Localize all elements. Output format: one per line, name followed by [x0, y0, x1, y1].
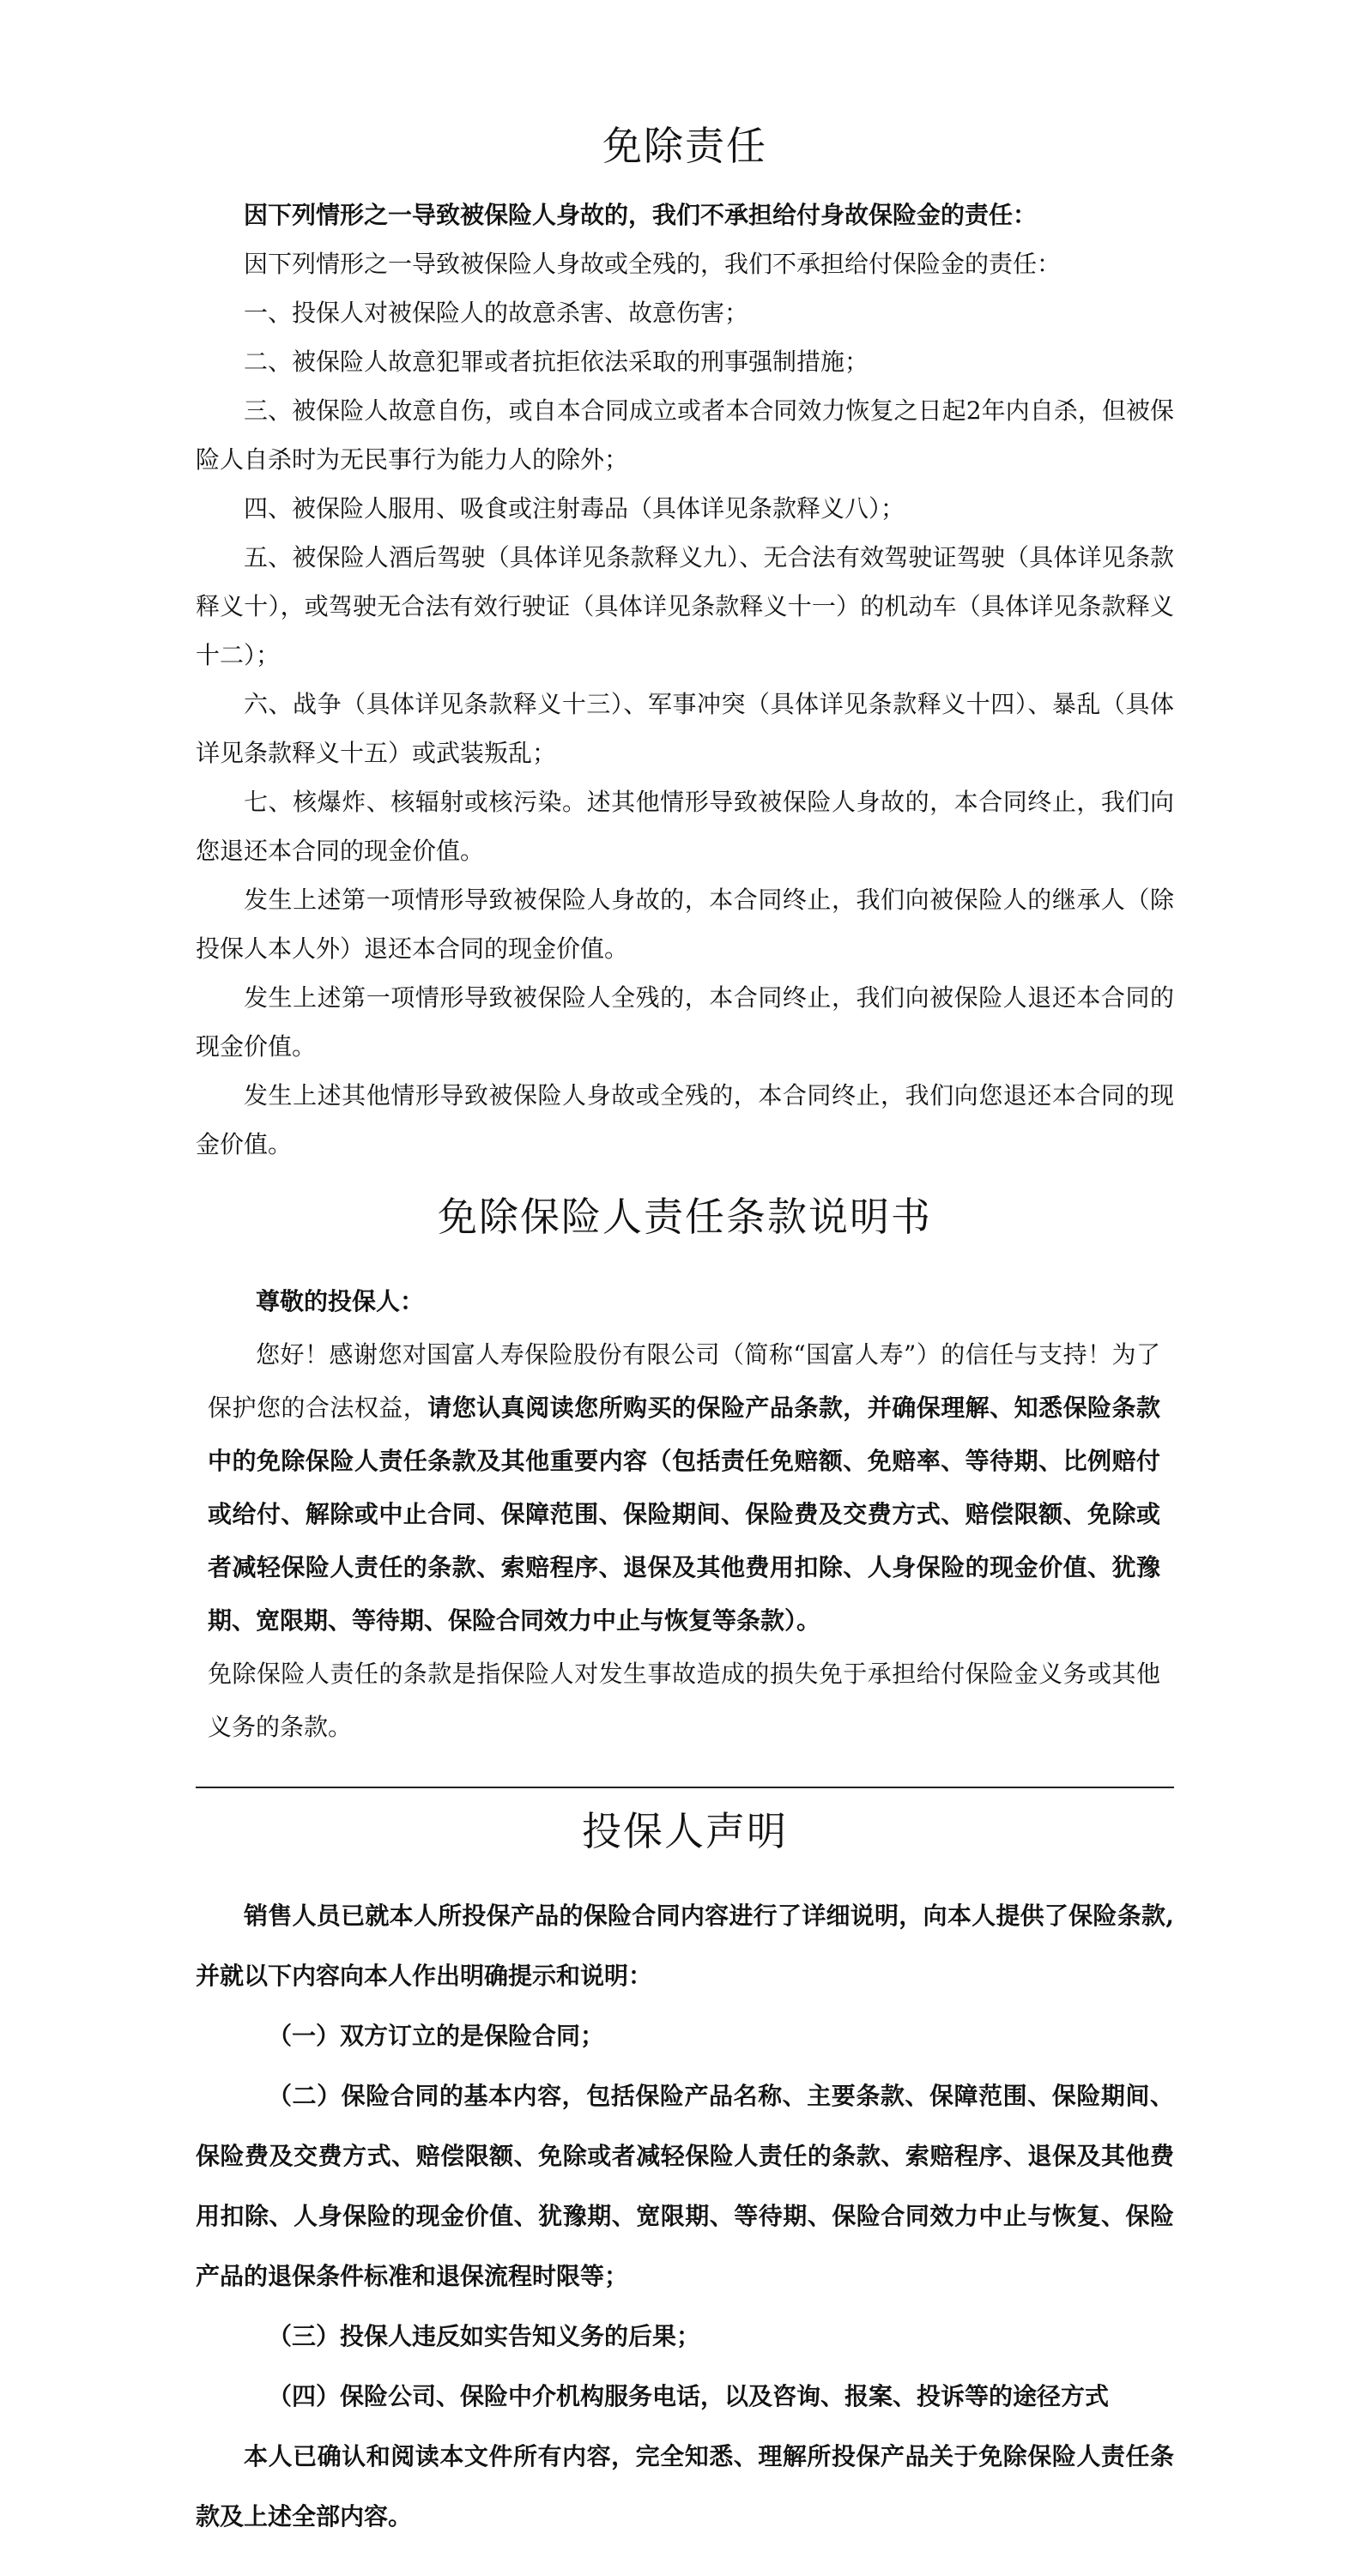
section-divider — [196, 1787, 1174, 1788]
declaration-title: 投保人声明 — [582, 1808, 788, 1854]
exclusion-item-7: 七、核爆炸、核辐射或核污染。述其他情形导致被保险人身故的，本合同终止，我们向您退还本合同的现金价值。 — [196, 788, 1174, 865]
exemption-notice-section — [196, 1191, 1174, 1754]
exemption-notice-body — [196, 1275, 1174, 1754]
exclusions-title: 免除责任 — [602, 123, 767, 169]
declaration-intro: 销售人员已就本人所投保产品的保险合同内容进行了详细说明，向本人提供了保险条款,并就以下内容向本人作出明确提示和说明： — [196, 1902, 1174, 1990]
exclusion-item-6: 六、战争（具体详见条款释义十三）、军事冲突（具体详见条款释义十四）、暴乱（具体详见条款释义十五）或武装叛乱； — [196, 690, 1174, 767]
declaration-item-4: （四）保险公司、保险中介机构服务电话，以及咨询、报案、投诉等的途径方式 — [268, 2382, 1110, 2410]
exclusion-item-3: 三、被保险人故意自伤，或自本合同成立或者本合同效力恢复之日起2年内自杀，但被保险人自杀时为无民事行为能力人的除外； — [196, 396, 1174, 474]
exclusion-item-5: 五、被保险人酒后驾驶（具体详见条款释义九）、无合法有效驾驶证驾驶（具体详见条款释义十），或驾驶无合法有效行驶证（具体详见条款释义十一）的机动车（具体详见条款释义十二）； — [196, 543, 1174, 669]
notice-paragraph-bold: 请您认真阅读您所购买的保险产品条款，并确保理解、知悉保险条款中的免除保险人责任条款及其他重要内容（包括责任免赔额、免赔率、等待期、比例赔付或给付、解除或中止合同、保障范围、保险期间、保险费及交费方式、赔偿限额、免除或者减轻保险人责任的条款、索赔程序、退保及其他费用扣除、人身保险的现金价值、犹豫期、宽限期、等待期、保险合同效力中止与恢复等条款）。 — [208, 1394, 1160, 1635]
declaration-confirmation: 本人已确认和阅读本文件所有内容，完全知悉、理解所投保产品关于免除保险人责任条款及上述全部内容。 — [196, 2442, 1174, 2531]
exclusion-consequence-2: 发生上述第一项情形导致被保险人全残的，本合同终止，我们向被保险人退还本合同的现金价值。 — [196, 983, 1174, 1061]
exclusion-consequence-1: 发生上述第一项情形导致被保险人身故的，本合同终止，我们向被保险人的继承人（除投保人本人外）退还本合同的现金价值。 — [196, 886, 1174, 963]
notice-paragraph — [208, 1328, 1160, 1648]
greeting: 尊敬的投保人： — [256, 1287, 425, 1315]
exclusions-lead: 因下列情形之一导致被保险人身故或全残的，我们不承担给付保险金的责任： — [244, 250, 1062, 278]
exemption-definition: 免除保险人责任的条款是指保险人对发生事故造成的损失免于承担给付保险金义务或其他义务的条款。 — [208, 1660, 1160, 1741]
declaration-item-2: （二）保险合同的基本内容，包括保险产品名称、主要条款、保障范围、保险期间、保险费及交费方式、赔偿限额、免除或者减轻保险人责任的条款、索赔程序、退保及其他费用扣除、人身保险的现金价值、犹豫期、宽限期、等待期、保险合同效力中止与恢复、保险产品的退保条件标准和退保流程时限等； — [196, 2082, 1174, 2290]
exclusions-section — [196, 120, 1174, 1169]
exemption-notice-title: 免除保险人责任条款说明书 — [438, 1194, 932, 1240]
exclusions-lead-bold: 因下列情形之一导致被保险人身故的，我们不承担给付身故保险金的责任： — [244, 201, 1038, 229]
declaration-item-3: （三）投保人违反如实告知义务的后果； — [268, 2322, 701, 2350]
exclusion-item-1: 一、投保人对被保险人的故意杀害、故意伤害； — [244, 299, 749, 327]
document-page — [196, 120, 1174, 2547]
exclusion-item-2: 二、被保险人故意犯罪或者抗拒依法采取的刑事强制措施； — [244, 348, 869, 376]
declaration-section — [196, 1805, 1174, 2547]
declaration-item-1: （一）双方订立的是保险合同； — [268, 2022, 605, 2050]
notice-paragraph-normal: 您好！感谢您对国富人寿保险股份有限公司（简称“国富人寿”）的信任与支持！为了保护您的合法权益， — [208, 1340, 1160, 1422]
exclusion-item-4: 四、被保险人服用、吸食或注射毒品（具体详见条款释义八）； — [244, 494, 905, 523]
exclusion-consequence-3: 发生上述其他情形导致被保险人身故或全残的，本合同终止，我们向您退还本合同的现金价值。 — [196, 1081, 1174, 1158]
